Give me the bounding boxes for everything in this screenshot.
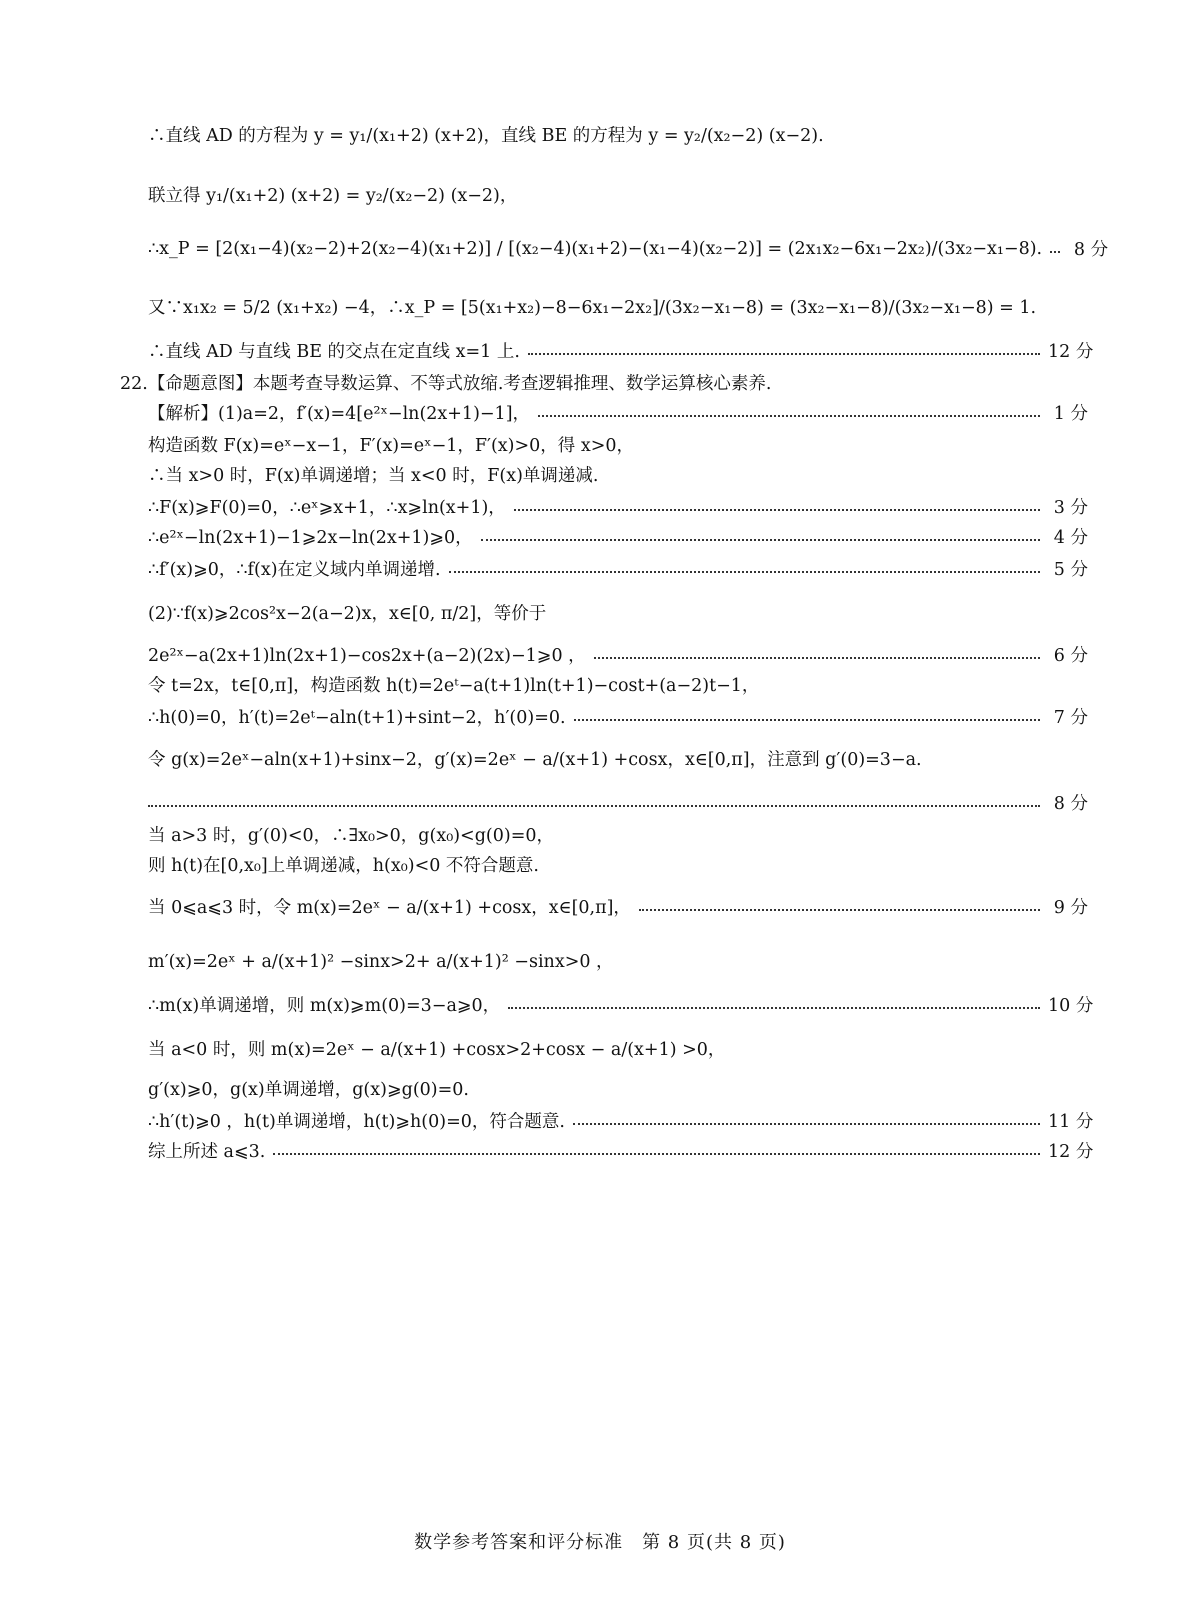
dotted-leader (1050, 251, 1060, 253)
line-text: (2)∵f(x)⩾2cos²x−2(a−2)x，x∈[0, π/2]，等价于 (148, 604, 547, 624)
dotted-leader (594, 657, 1040, 659)
line-text: 22.【命题意图】本题考查导数运算、不等式放缩.考查逻辑推理、数学运算核心素养. (120, 374, 772, 394)
score-mark: 9 分 (1053, 898, 1088, 918)
solution-line (148, 992, 1094, 1017)
solution-line (148, 672, 1088, 697)
solution-line (148, 1108, 1094, 1133)
solution-line (148, 400, 1088, 425)
solution-line (148, 852, 1088, 877)
line-text: 又∵x₁x₂ = 5/2 (x₁+x₂) −4，∴x_P = [5(x₁+x₂)−8−6x₁−2x₂]/(3x₂−x₁−8) = (3x₂−x₁−8)/(3x₂−x₁−8) = 1. (148, 298, 1037, 318)
score-mark: 8 分 (1073, 240, 1109, 260)
line-text: ∴m(x)单调递增，则 m(x)⩾m(0)=3−a⩾0， (148, 996, 501, 1016)
line-text: ∴当 x>0 时，F(x)单调递增；当 x<0 时，F(x)单调递减. (148, 466, 599, 486)
dotted-leader (514, 509, 1040, 511)
line-text: ∴F(x)⩾F(0)=0，∴eˣ⩾x+1，∴x⩾ln(x+1)， (148, 498, 506, 518)
score-mark: 7 分 (1053, 708, 1088, 728)
score-mark: 5 分 (1053, 560, 1088, 580)
line-text: 令 t=2x，t∈[0,π]，构造函数 h(t)=2eᵗ−a(t+1)ln(t+1)−cost+(a−2)t−1， (148, 676, 760, 696)
solution-line (148, 600, 1088, 625)
line-text: 构造函数 F(x)=eˣ−x−1，F′(x)=eˣ−1，F′(x)>0，得 x>0， (148, 436, 635, 456)
page-footer: 数学参考答案和评分标准 第 8 页(共 8 页) (414, 1532, 786, 1553)
line-text: ∴e²ˣ−ln(2x+1)−1⩾2x−ln(2x+1)⩾0， (148, 528, 473, 548)
line-text: 当 0⩽a⩽3 时，令 m(x)=2eˣ − a/(x+1) +cosx，x∈[0,π]， (148, 898, 631, 918)
solution-line (148, 1138, 1094, 1163)
score-mark: 3 分 (1053, 498, 1088, 518)
line-text: ∴h(0)=0，h′(t)=2eᵗ−aln(t+1)+sint−2，h′(0)=0. (148, 708, 566, 728)
solution-line (148, 894, 1088, 919)
line-text: 令 g(x)=2eˣ−aln(x+1)+sinx−2，g′(x)=2eˣ − a/(x+1) +cosx，x∈[0,π]，注意到 g′(0)=3−a. (148, 750, 922, 770)
dotted-leader (148, 805, 1040, 807)
solution-line (148, 432, 1088, 457)
dotted-leader (538, 415, 1040, 417)
solution-line (148, 1036, 1088, 1061)
line-text: ∴h′(t)⩾0 ，h(t)单调递增，h(t)⩾h(0)=0，符合题意. (148, 1112, 565, 1132)
solution-line (148, 642, 1088, 667)
solution-line (148, 822, 1088, 847)
dotted-leader (528, 353, 1040, 355)
line-text: 综上所述 a⩽3. (148, 1142, 266, 1162)
score-mark: 11 分 (1048, 1112, 1094, 1132)
line-text: 当 a>3 时，g′(0)<0，∴∃x₀>0，g(x₀)<g(0)=0， (148, 826, 554, 846)
solution-line (148, 524, 1088, 549)
score-mark: 12 分 (1048, 1142, 1094, 1162)
solution-line (148, 746, 1088, 771)
solution-line (148, 948, 1088, 973)
dotted-leader (449, 571, 1040, 573)
dotted-leader (508, 1007, 1040, 1009)
score-mark: 4 分 (1053, 528, 1088, 548)
line-text: g′(x)⩾0，g(x)单调递增，g(x)⩾g(0)=0. (148, 1080, 469, 1100)
score-mark: 12 分 (1048, 342, 1094, 362)
dotted-leader (573, 1123, 1040, 1125)
line-text: ∴f′(x)⩾0，∴f(x)在定义域内单调递增. (148, 560, 441, 580)
line-text: 【解析】(1)a=2，f′(x)=4[e²ˣ−ln(2x+1)−1]， (148, 404, 531, 424)
score-mark: 6 分 (1053, 646, 1088, 666)
line-text: 当 a<0 时，则 m(x)=2eˣ − a/(x+1) +cosx>2+cosx − a/(x+1) >0， (148, 1040, 726, 1060)
solution-line (148, 790, 1088, 815)
solution-line (148, 1076, 1088, 1101)
score-mark: 8 分 (1053, 794, 1088, 814)
score-mark: 1 分 (1053, 404, 1088, 424)
solution-line (148, 462, 1088, 487)
solution-line (148, 122, 1088, 147)
question-header (120, 370, 1060, 395)
dotted-leader (574, 719, 1040, 721)
solution-line (148, 182, 1088, 207)
solution-line (148, 704, 1088, 729)
dotted-leader (639, 909, 1040, 911)
line-text: 则 h(t)在[0,x₀]上单调递减，h(x₀)<0 不符合题意. (148, 856, 539, 876)
line-text: ∴x_P = [2(x₁−4)(x₂−2)+2(x₂−4)(x₁+2)] / [(x₂−4)(x₁+2)−(x₁−4)(x₂−2)] = (2x₁x₂−6x₁−2x₂)/(3x₂−x₁−8). (148, 238, 1043, 259)
solution-line (148, 338, 1094, 363)
dotted-leader (273, 1153, 1040, 1155)
score-mark: 10 分 (1048, 996, 1094, 1016)
dotted-leader (481, 539, 1040, 541)
solution-line (148, 556, 1088, 581)
solution-line (148, 494, 1088, 519)
solution-line (148, 294, 1088, 319)
line-text: m′(x)=2eˣ + a/(x+1)² −sinx>2+ a/(x+1)² −sinx>0 ， (148, 952, 614, 972)
solution-line (148, 236, 1109, 261)
line-text: ∴直线 AD 的方程为 y = y₁/(x₁+2) (x+2)，直线 BE 的方程为 y = y₂/(x₂−2) (x−2). (148, 126, 824, 146)
line-text: 2e²ˣ−a(2x+1)ln(2x+1)−cos2x+(a−2)(2x)−1⩾0 ， (148, 646, 586, 666)
line-text: 联立得 y₁/(x₁+2) (x+2) = y₂/(x₂−2) (x−2)， (148, 186, 518, 206)
line-text: ∴直线 AD 与直线 BE 的交点在定直线 x=1 上. (148, 342, 520, 362)
